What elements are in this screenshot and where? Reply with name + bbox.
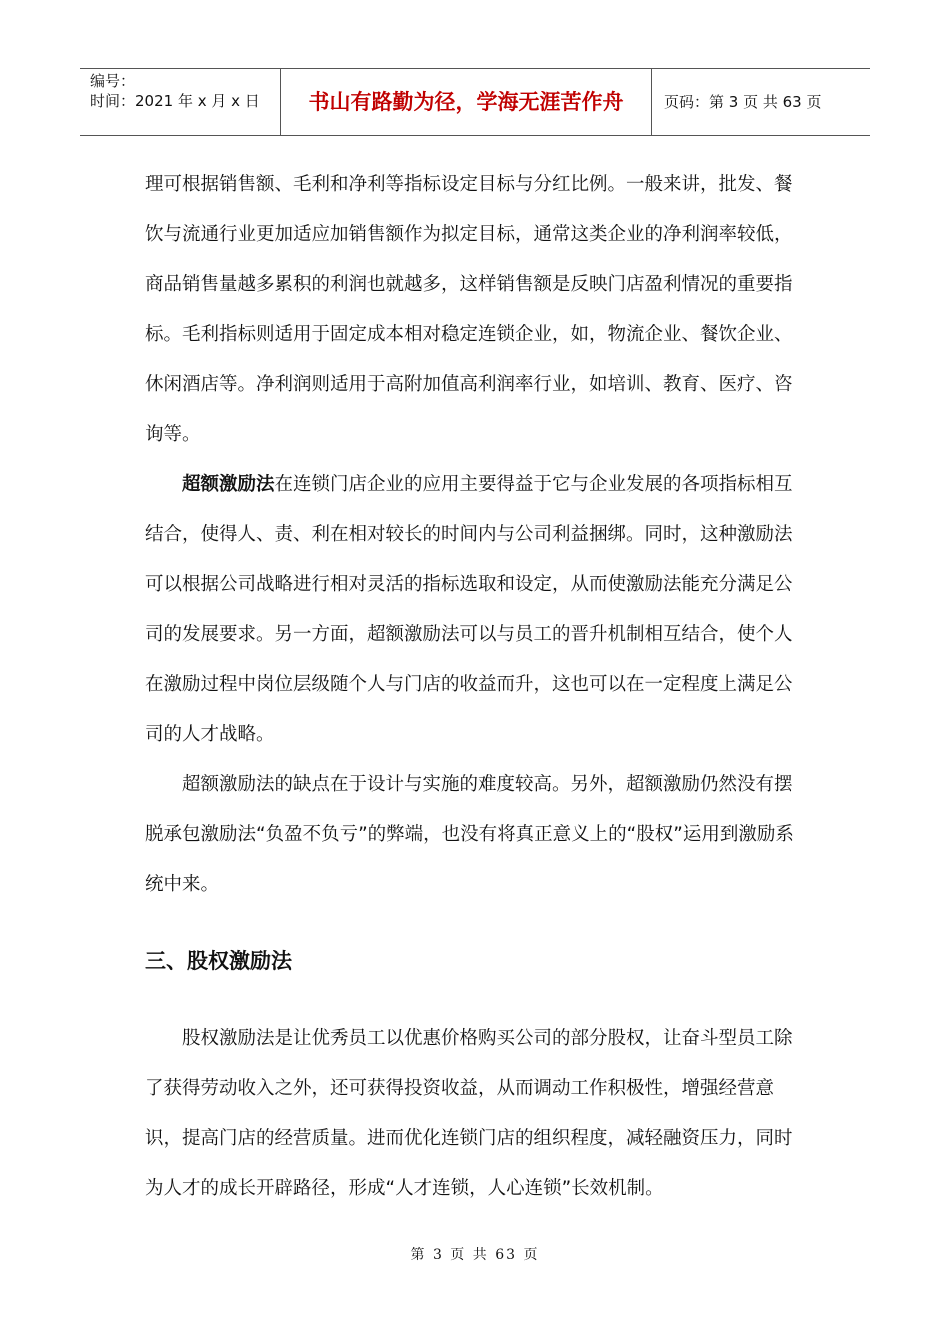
header-meta [80,69,281,135]
paragraph-excess-incentive-text: 在连锁门店企业的应用主要得益于它与企业发展的各项指标相互结合，使得人、责、利在相对较长的时间内与公司利益捆绑。同时，这种激励法可以根据公司战略进行相对灵活的指标选取和设定，从而使激励法能充分满足公司的发展要求。另一方面，超额激励法可以与员工的晋升机制相互结合，使个人在激励过程中岗位层级随个人与门店的收益而升，这也可以在一定程度上满足公司的人才战略。 [145,474,793,745]
header-page-info: 页码：第 3 页 共 63 页 [664,93,822,111]
page-header [80,68,870,136]
header-motto: 书山有路勤为径，学海无涯苦作舟 [281,69,652,135]
page-footer: 第 3 页 共 63 页 [410,1247,540,1263]
paragraph-sales-metrics: 理可根据销售额、毛利和净利等指标设定目标与分红比例。一般来讲，批发、餐饮与流通行业更加适应加销售额作为拟定目标，通常这类企业的净利润率较低，商品销售量越多累积的利润也就越多，这样销售额是反映门店盈利情况的重要指标。毛利指标则适用于固定成本相对稳定连锁企业，如，物流企业、餐饮企业、休闲酒店等。净利润则适用于高附加值高利润率行业，如培训、教育、医疗、咨询等。 [145,174,793,445]
document-number-label: 编号： [90,72,136,90]
paragraph-equity-incentive: 股权激励法是让优秀员工以优惠价格购买公司的部分股权，让奋斗型员工除了获得劳动收入之外，还可获得投资收益，从而调动工作积极性，增强经营意识，提高门店的经营质量。进而优化连锁门店的组织程度，减轻融资压力，同时为人才的成长开辟路径，形成“人才连锁，人心连锁”长效机制。 [145,1028,793,1199]
term-excess-incentive: 超额激励法 [182,474,275,495]
document-date: 时间：2021 年 x 月 x 日 [90,92,260,110]
paragraph-drawbacks: 超额激励法的缺点在于设计与实施的难度较高。另外，超额激励仍然没有摆脱承包激励法“负盈不负亏”的弊端，也没有将真正意义上的“股权”运用到激励系统中来。 [145,774,794,895]
document-body [145,160,805,1214]
section-heading: 三、股权激励法 [145,949,292,973]
paragraph-excess-incentive [145,460,805,760]
